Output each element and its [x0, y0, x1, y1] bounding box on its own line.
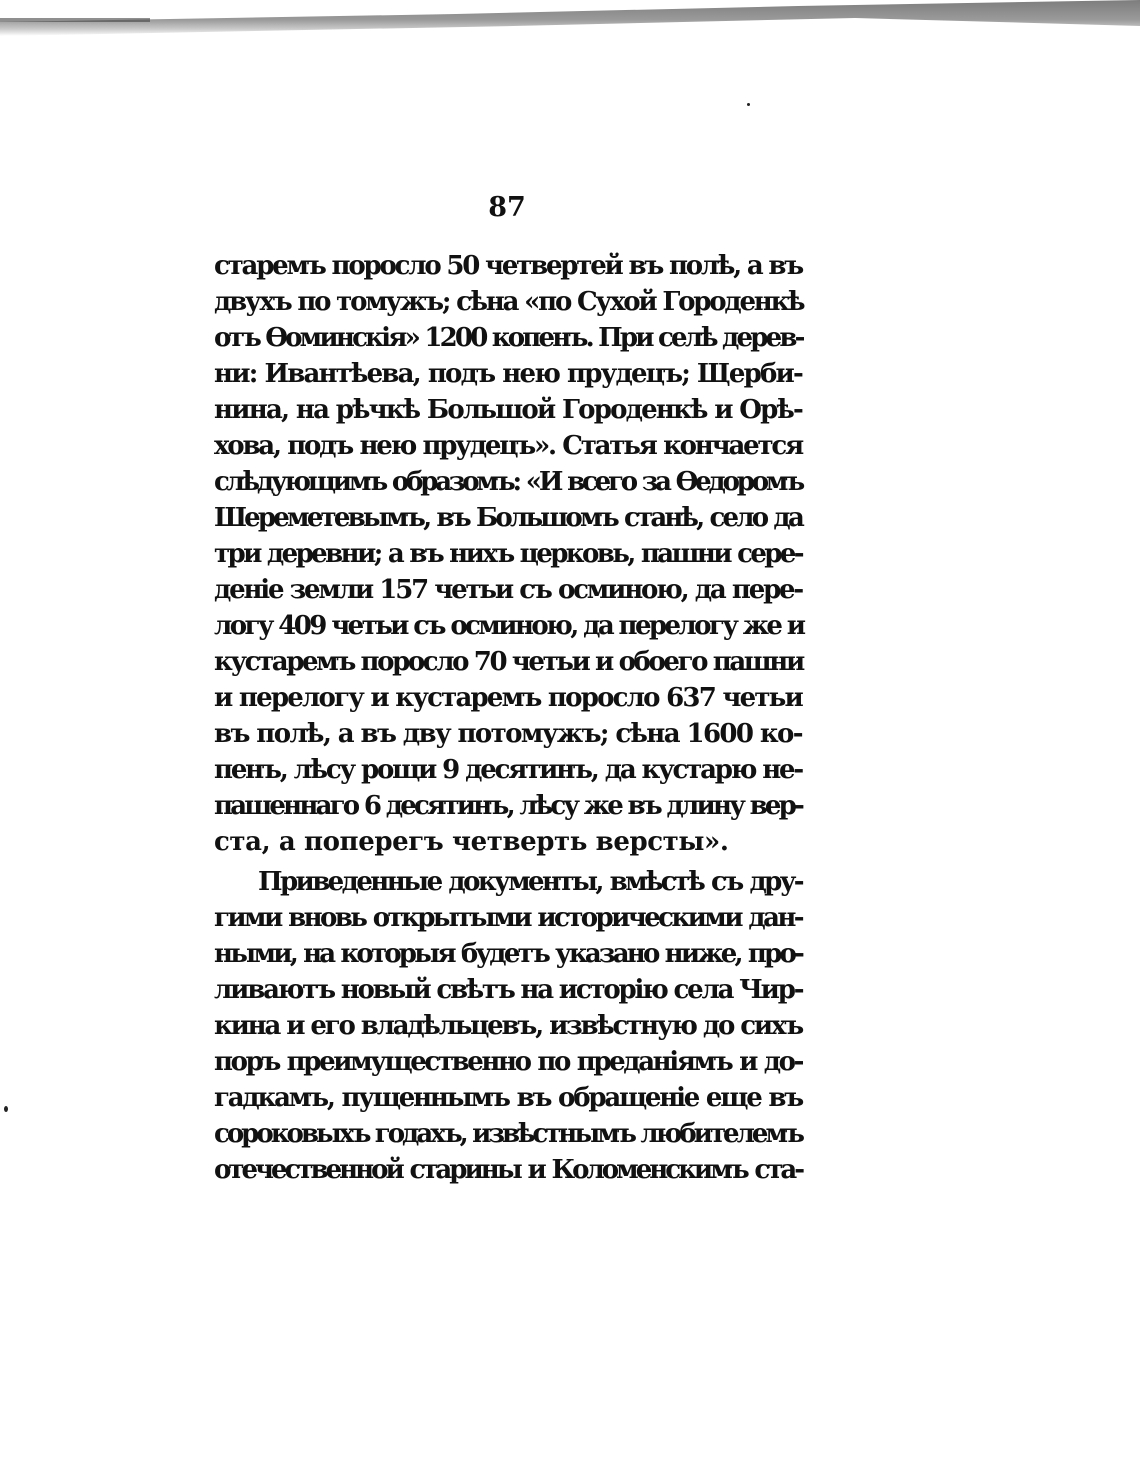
- scan-edge-shadow: [0, 18, 150, 22]
- text-line: пашеннаго 6 десятинъ, лѣсу же въ длину вер-: [214, 791, 802, 821]
- text-line: хова, подъ нею прудецъ». Статья кончается: [214, 431, 802, 461]
- text-line: отъ Өоминскія» 1200 копенъ. При селѣ дерев-: [214, 323, 803, 353]
- text-line: поръ преимущественно по преданіямъ и до-: [214, 1047, 802, 1077]
- text-line: ливаютъ новый свѣтъ на исторію села Чир-: [214, 975, 803, 1005]
- text-line: сороковыхъ годахъ, извѣстнымъ любителемъ: [214, 1119, 802, 1149]
- text-line: кина и его владѣльцевъ, извѣстную до сихъ: [214, 1011, 802, 1041]
- page-number: 87: [488, 192, 526, 223]
- text-line: деніе земли 157 четьи съ осминою, да пере-: [214, 575, 802, 605]
- text-line: въ полѣ, а въ дву потомужъ; сѣна 1600 ко-: [214, 719, 802, 749]
- text-line: и перелогу и кустаремъ поросло 637 четьи: [214, 683, 802, 713]
- scan-edge-artifact: [0, 0, 1140, 36]
- text-line: ными, на которыя будетъ указано ниже, про-: [214, 939, 802, 969]
- body-text: [214, 248, 802, 1188]
- text-line: отечественной старины и Коломенскимъ ста-: [214, 1155, 802, 1185]
- text-line: ни: Ивантѣева, подъ нею прудецъ; Щерби-: [214, 359, 802, 389]
- paragraph-1: [214, 248, 802, 860]
- text-line: три деревни; а въ нихъ церковь, пашни сере-: [214, 539, 802, 569]
- text-line: Приведенные документы, вмѣстѣ съ дру-: [258, 867, 802, 897]
- text-line: Шереметевымъ, въ Большомъ станѣ, село да: [214, 503, 802, 533]
- scan-speck: [747, 103, 750, 106]
- text-line: нина, на рѣчкѣ Большой Городенкѣ и Орѣ-: [214, 395, 802, 425]
- text-line: пенъ, лѣсу рощи 9 десятинъ, да кустарю не-: [214, 755, 802, 785]
- text-line: ста, а поперегъ четверть версты».: [214, 827, 729, 857]
- text-line: старемъ поросло 50 четвертей въ полѣ, а въ: [214, 251, 802, 281]
- text-line: гими вновь открытыми историческими дан-: [214, 903, 802, 933]
- paragraph-2: [214, 864, 802, 1188]
- text-line: двухъ по томужъ; сѣна «по Сухой Городенкѣ: [214, 287, 804, 317]
- text-line: слѣдующимъ образомъ: «И всего за Өедоромъ: [214, 467, 802, 497]
- text-line: кустаремъ поросло 70 четьи и обоего пашни: [214, 647, 803, 677]
- text-line: логу 409 четьи съ осминою, да перелогу же и: [214, 611, 804, 641]
- text-line: гадкамъ, пущеннымъ въ обращеніе еще въ: [214, 1083, 802, 1113]
- scan-speck: [4, 1106, 8, 1112]
